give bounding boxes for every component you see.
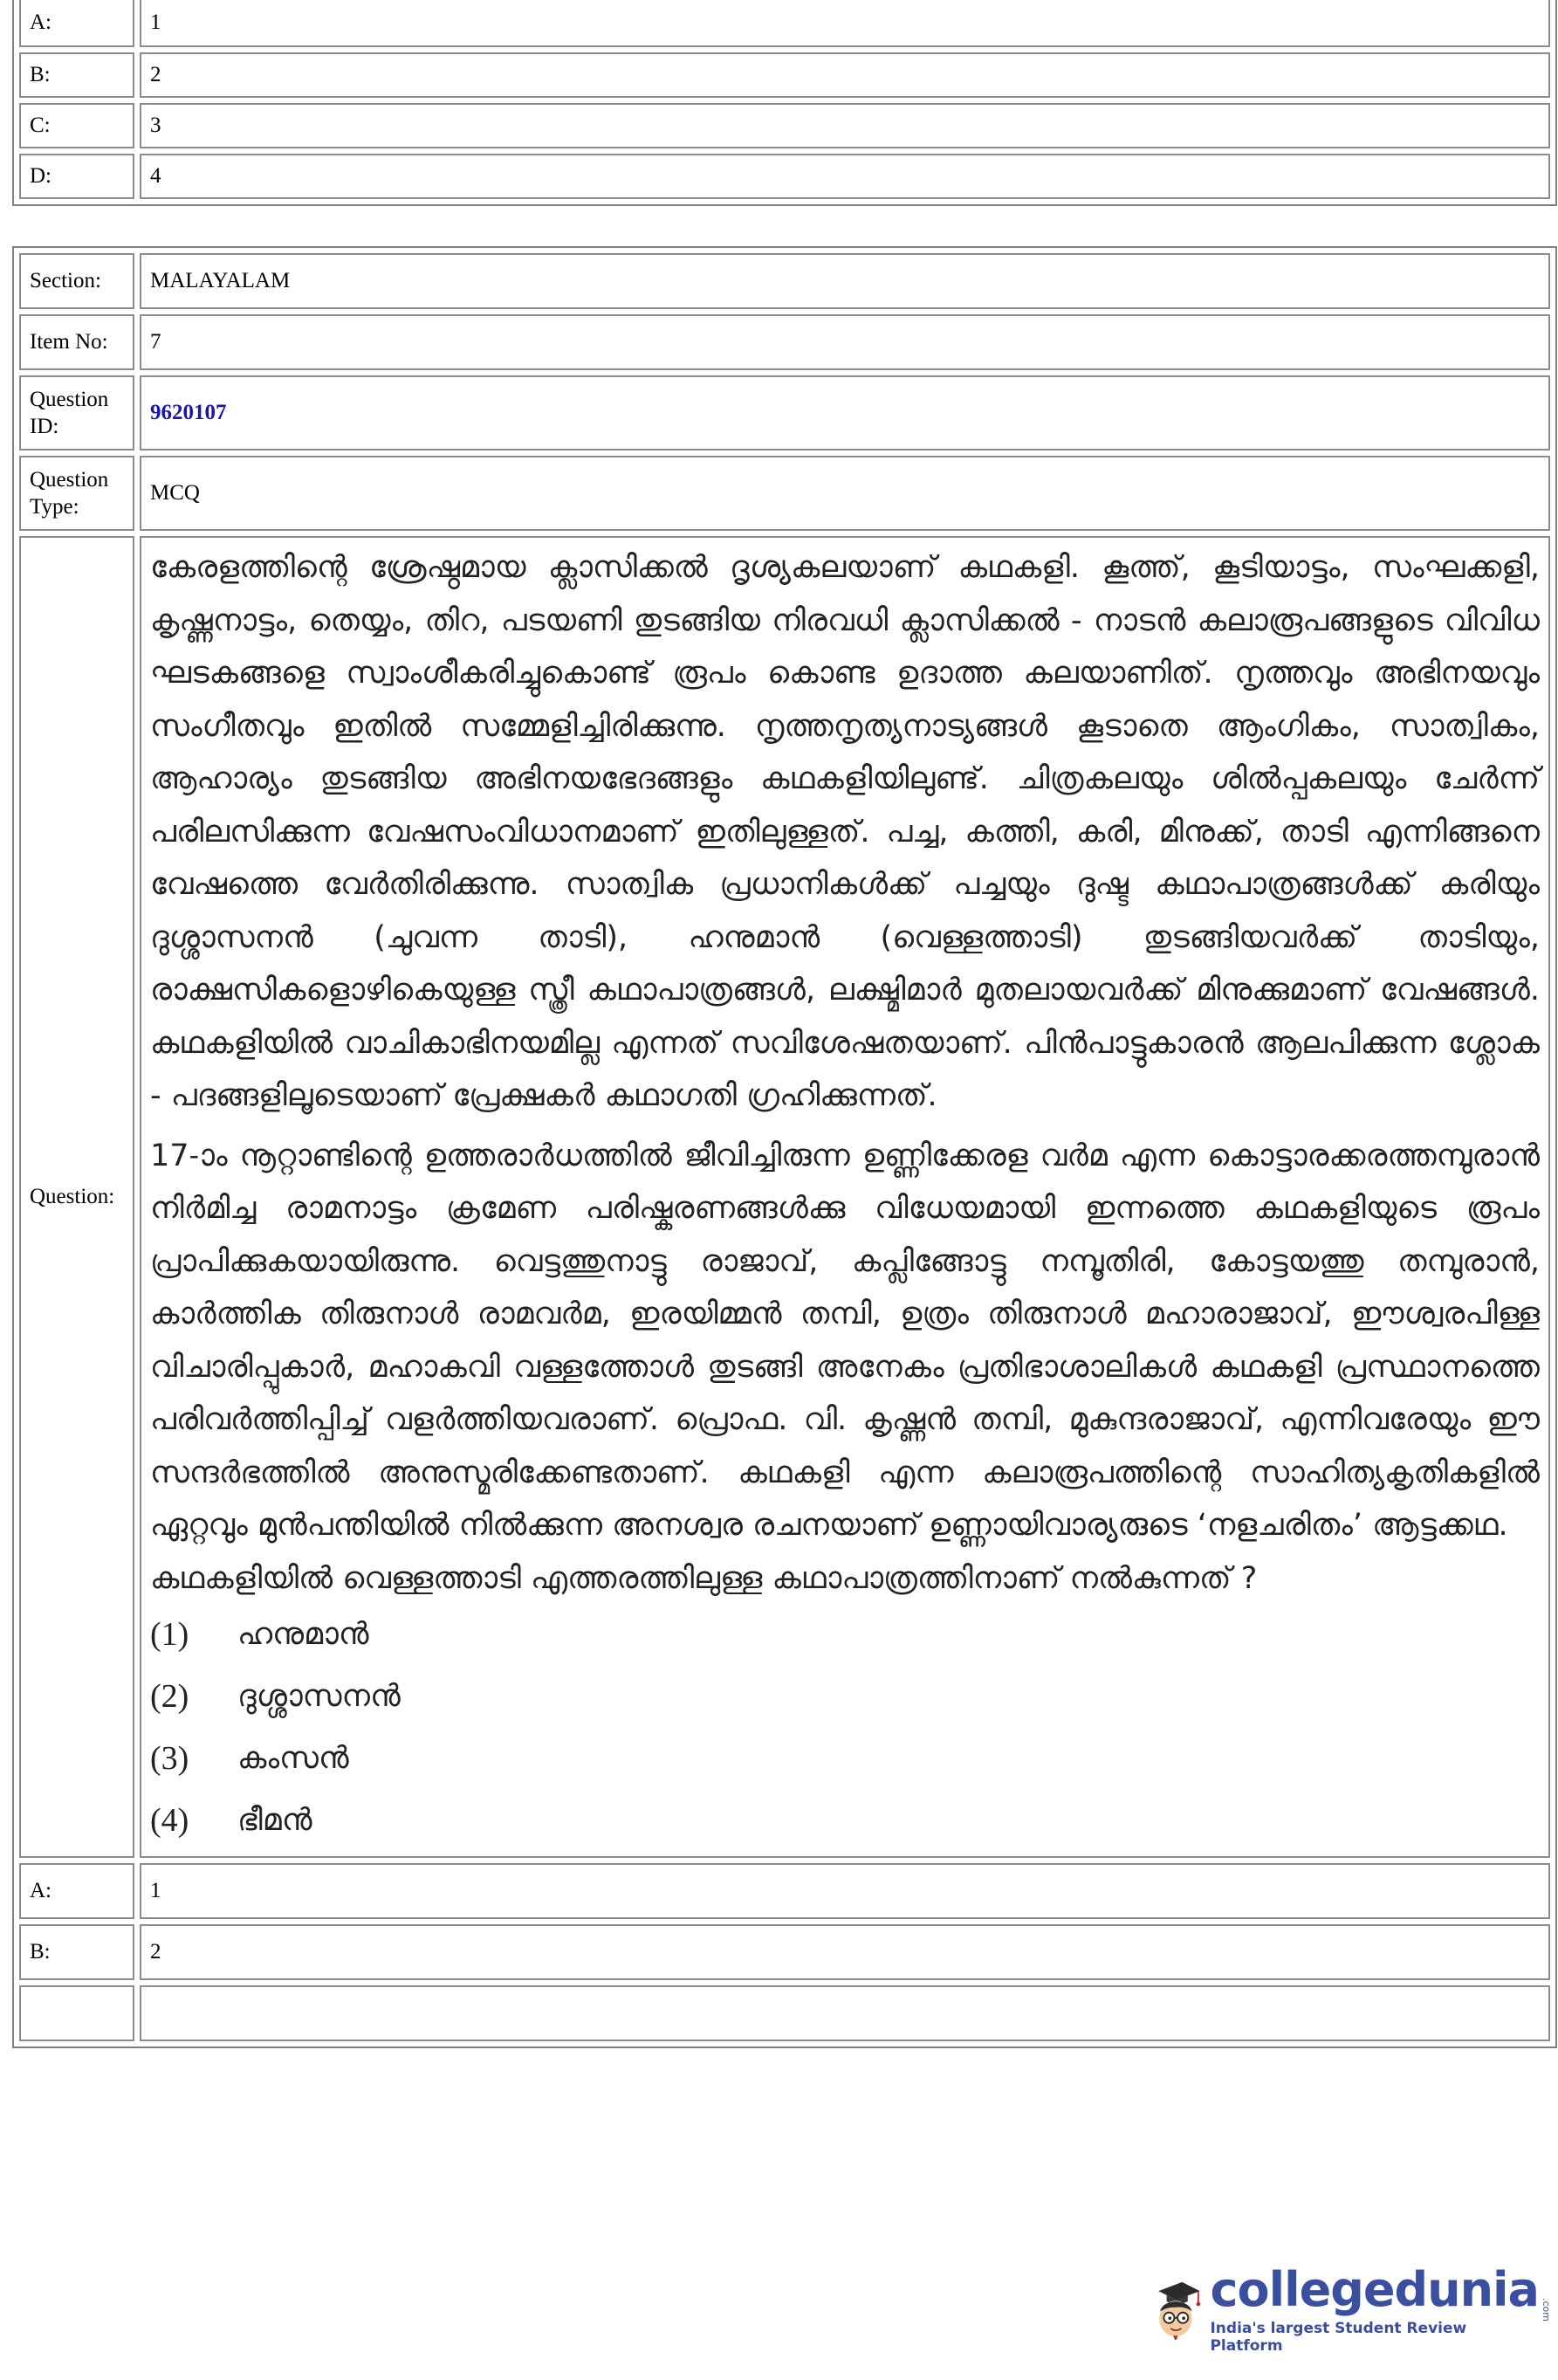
question-row <box>19 536 1550 1858</box>
item-no-value: 7 <box>140 314 1550 370</box>
option-number: (3) <box>150 1740 189 1778</box>
answer-row <box>19 154 1550 199</box>
answer-value: 2 <box>140 52 1550 98</box>
question-text: കഥകളിയിൽ വെള്ളത്താടി എത്തരത്തിലുള്ള കഥാപാത്രത്തിനാണ് നൽകുന്നത് ? <box>150 1560 1258 1596</box>
answer-label: A: <box>19 0 134 47</box>
passage-paragraph: കേരളത്തിന്റെ ശ്രേഷ്ഠമായ ക്ലാസിക്കൽ ദൃശ്യകലയാണ് കഥകളി. കൂത്ത്, കൂടിയാട്ടം, സംഘക്കളി, കൃഷ്ണനാട്ടം, തെയ്യം, തിറ, പടയണി തുടങ്ങിയ നിരവധി ക്ലാസിക്കൽ - നാടൻ കലാരൂപങ്ങളുടെ വിവിധ ഘടകങ്ങളെ സ്വാംശീകരിച്ചുകൊണ്ട് രൂപം കൊണ്ട ഉദാത്ത കലയാണിത്. നൃത്തവും അഭിനയവും സംഗീതവും ഇതിൽ സമ്മേളിച്ചിരിക്കുന്നു. നൃത്തനൃത്യനാട്യങ്ങൾ കൂടാതെ ആംഗികം, സാത്വികം, ആഹാര്യം തുടങ്ങിയ അഭിനയഭേദങ്ങളും കഥകളിയിലുണ്ട്. ചിത്രകലയും ശിൽപ്പകലയും ചേർന്ന് പരിലസിക്കുന്ന വേഷസംവിധാനമാണ് ഇതിലുള്ളത്. പച്ച, കത്തി, കരി, മിനുക്ക്, താടി എന്നിങ്ങനെ വേഷത്തെ വേർതിരിക്കുന്നു. സാത്വിക പ്രധാനികൾക്ക് പച്ചയും ദുഷ്ട കഥാപാത്രങ്ങൾക്ക് കരിയും ദുശ്ശാസനൻ (ചുവന്ന താടി), ഹനുമാൻ (വെള്ളത്താടി) തുടങ്ങിയവർക്ക് താടിയും, രാക്ഷസികളൊഴികെയുള്ള സ്ത്രീ കഥാപാത്രങ്ങൾ, ലക്ഷ്മിമാർ മുതലായവർക്ക് മിനുക്കുമാണ് വേഷങ്ങൾ. കഥകളിയിൽ വാചികാഭിനയമില്ല എന്നത് സവിശേഷതയാണ്. പിൻപാട്ടുകാരൻ ആലപിക്കുന്ന ശ്ലോക - പദങ്ങളിലൂടെയാണ് പ്രേക്ഷകർ കഥാഗതി ഗ്രഹിക്കുന്നത്. <box>150 550 1540 1113</box>
answer-row-partial <box>19 1985 1550 2041</box>
brand-text <box>1210 2264 1539 2355</box>
answer-row <box>19 103 1550 148</box>
brand-tagline: India's largest Student Review Platform <box>1210 2320 1467 2355</box>
question-type-label: Question Type: <box>19 456 134 531</box>
option-3 <box>150 1729 1540 1791</box>
option-4 <box>150 1791 1540 1853</box>
brand-suffix: .com <box>1541 2297 1552 2322</box>
answer-label: C: <box>19 103 134 148</box>
question-id-label: Question ID: <box>19 375 134 451</box>
question-id-value: 9620107 <box>140 375 1550 451</box>
answer-value: 1 <box>140 0 1550 47</box>
item-no-label: Item No: <box>19 314 134 370</box>
answer-label: B: <box>19 52 134 98</box>
answer-label: D: <box>19 154 134 199</box>
previous-answers-table <box>12 0 1557 206</box>
answer-value: 4 <box>140 154 1550 199</box>
answer-row <box>19 1863 1550 1919</box>
question-type-row <box>19 456 1550 531</box>
brand-name: collegedunia <box>1210 2262 1539 2317</box>
option-text: ഹനുമാൻ <box>237 1617 369 1653</box>
question-id-row <box>19 375 1550 451</box>
answer-row <box>19 1924 1550 1980</box>
question-table <box>12 246 1557 2048</box>
item-no-row <box>19 314 1550 370</box>
option-1 <box>150 1605 1540 1667</box>
answer-value: 3 <box>140 103 1550 148</box>
option-number: (4) <box>150 1802 189 1840</box>
answer-label: B: <box>19 1924 134 1980</box>
answer-value: 1 <box>140 1863 1550 1919</box>
answer-value: 2 <box>140 1924 1550 1980</box>
section-label: Section: <box>19 253 134 309</box>
answer-label-empty <box>19 1985 134 2041</box>
question-type-value: MCQ <box>140 456 1550 531</box>
section-value: MALAYALAM <box>140 253 1550 309</box>
answer-value-empty <box>140 1985 1550 2041</box>
answer-row <box>19 0 1550 47</box>
section-row <box>19 253 1550 309</box>
question-label: Question: <box>19 536 134 1858</box>
student-mascot-icon <box>1150 2244 1203 2375</box>
passage-paragraph: 17-ാം നൂറ്റാണ്ടിന്റെ ഉത്തരാർധത്തിൽ ജീവിച്ചിരുന്ന ഉണ്ണിക്കേരള വർമ എന്ന കൊട്ടാരക്കരത്തമ്പുരാൻ നിർമിച്ച രാമനാട്ടം ക്രമേണ പരിഷ്കരണങ്ങൾക്കു വിധേയമായി ഇന്നത്തെ കഥകളിയുടെ രൂപം പ്രാപിക്കുകയായിരുന്നു. വെട്ടത്തുനാട്ടു രാജാവ്, കപ്ലിങ്ങോട്ടു നമ്പൂതിരി, കോട്ടയത്തു തമ്പുരാൻ, കാർത്തിക തിരുനാൾ രാമവർമ, ഇരയിമ്മൻ തമ്പി, ഉത്രം തിരുനാൾ മഹാരാജാവ്, ഈശ്വരപിള്ള വിചാരിപ്പുകാർ, മഹാകവി വള്ളത്തോൾ തുടങ്ങി അനേകം പ്രതിഭാശാലികൾ കഥകളി പ്രസ്ഥാനത്തെ പരിവർത്തിപ്പിച്ച് വളർത്തിയവരാണ്. പ്രൊഫ. വി. കൃഷ്ണൻ തമ്പി, മുകുന്ദരാജാവ്, എന്നിവരേയും ഈ സന്ദർഭത്തിൽ അനുസ്മരിക്കേണ്ടതാണ്. കഥകളി എന്ന കലാരൂപത്തിന്റെ സാഹിത്യകൃതികളിൽ ഏറ്റവും മുൻപന്തിയിൽ നിൽക്കുന്ന അനശ്വര രചനയാണ് ഉണ്ണായിവാര്യരുടെ ‘നളചരിതം’ ആട്ടക്കഥ. <box>150 1138 1540 1543</box>
option-text: ഭീമൻ <box>237 1803 312 1839</box>
question-content <box>140 536 1550 1858</box>
option-text: ദുശ്ശാസനൻ <box>237 1679 401 1715</box>
passage <box>150 541 1540 1552</box>
answer-row <box>19 52 1550 98</box>
option-number: (2) <box>150 1678 189 1716</box>
answer-label: A: <box>19 1863 134 1919</box>
option-text: കംസൻ <box>237 1741 349 1777</box>
option-number: (1) <box>150 1616 189 1654</box>
collegedunia-logo <box>1150 2244 1552 2375</box>
option-2 <box>150 1667 1540 1729</box>
